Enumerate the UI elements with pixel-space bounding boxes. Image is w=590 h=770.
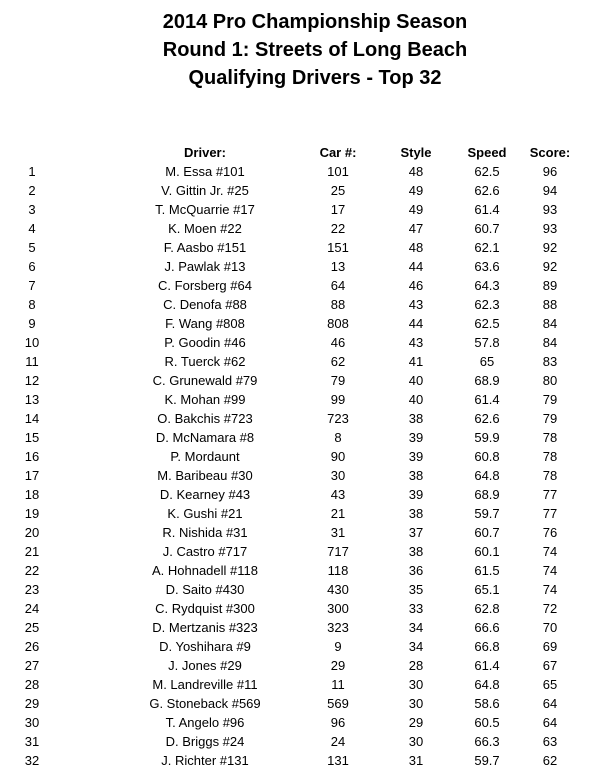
table-row [0, 181, 590, 200]
speed-score-cell: 61.4 [474, 202, 500, 217]
speed-score-cell: 66.8 [474, 639, 500, 654]
driver-name-cell: V. Gittin Jr. #25 [161, 183, 249, 198]
title-round: Round 1: Streets of Long Beach [162, 39, 468, 61]
driver-name-cell: A. Hohnadell #118 [151, 563, 258, 578]
style-score-cell: 36 [408, 563, 424, 578]
style-score-cell: 30 [408, 677, 424, 692]
total-score-cell: 80 [542, 373, 558, 388]
table-row [0, 561, 590, 580]
style-score-cell: 29 [408, 715, 424, 730]
speed-score-cell: 66.6 [474, 620, 500, 635]
position-cell: 13 [24, 392, 40, 407]
driver-name-cell: D. McNamara #8 [155, 430, 255, 445]
speed-score-cell: 66.3 [474, 734, 500, 749]
car-number-cell: 8 [334, 430, 342, 445]
score-column-header: Score: [529, 145, 571, 160]
car-number-cell: 46 [330, 335, 346, 350]
position-cell: 27 [24, 658, 40, 673]
style-score-cell: 48 [408, 240, 424, 255]
total-score-cell: 74 [542, 563, 558, 578]
table-row [0, 675, 590, 694]
position-cell: 23 [24, 582, 40, 597]
car-number-cell: 79 [330, 373, 346, 388]
total-score-cell: 89 [542, 278, 558, 293]
total-score-cell: 69 [542, 639, 558, 654]
car-number-cell: 88 [330, 297, 346, 312]
driver-name-cell: J. Castro #717 [162, 544, 248, 559]
driver-name-cell: K. Moen #22 [168, 221, 242, 236]
car-number-cell: 430 [327, 582, 349, 597]
style-score-cell: 30 [408, 696, 424, 711]
driver-name-cell: J. Jones #29 [168, 658, 242, 673]
style-score-cell: 46 [408, 278, 424, 293]
car-number-cell: 22 [330, 221, 346, 236]
speed-score-cell: 65 [479, 354, 495, 369]
car-number-cell: 62 [330, 354, 346, 369]
driver-name-cell: J. Richter #131 [161, 753, 249, 768]
car-number-cell: 13 [330, 259, 346, 274]
table-row [0, 523, 590, 542]
speed-score-cell: 62.8 [474, 601, 500, 616]
style-score-cell: 49 [408, 183, 424, 198]
speed-score-cell: 62.5 [474, 316, 500, 331]
total-score-cell: 93 [542, 202, 558, 217]
car-number-cell: 21 [330, 506, 346, 521]
car-number-cell: 323 [327, 620, 349, 635]
total-score-cell: 88 [542, 297, 558, 312]
car-number-cell: 9 [334, 639, 342, 654]
style-score-cell: 40 [408, 392, 424, 407]
driver-name-cell: J. Pawlak #13 [164, 259, 246, 274]
position-cell: 3 [28, 202, 36, 217]
table-row [0, 694, 590, 713]
speed-score-cell: 62.3 [474, 297, 500, 312]
style-score-cell: 44 [408, 259, 424, 274]
total-score-cell: 65 [542, 677, 558, 692]
car-number-column-header: Car #: [319, 145, 357, 160]
driver-name-cell: O. Bakchis #723 [157, 411, 253, 426]
driver-name-cell: D. Mertzanis #323 [152, 620, 258, 635]
driver-name-cell: F. Aasbo #151 [163, 240, 247, 255]
style-score-cell: 48 [408, 164, 424, 179]
total-score-cell: 79 [542, 411, 558, 426]
title-subtitle: Qualifying Drivers - Top 32 [188, 67, 442, 89]
total-score-cell: 72 [542, 601, 558, 616]
speed-score-cell: 60.7 [474, 525, 500, 540]
table-row [0, 371, 590, 390]
position-cell: 14 [24, 411, 40, 426]
driver-name-cell: F. Wang #808 [165, 316, 245, 331]
driver-name-cell: P. Mordaunt [170, 449, 240, 464]
table-row [0, 200, 590, 219]
position-cell: 25 [24, 620, 40, 635]
car-number-cell: 723 [327, 411, 349, 426]
speed-score-cell: 61.4 [474, 658, 500, 673]
style-score-cell: 28 [408, 658, 424, 673]
speed-score-cell: 62.6 [474, 411, 500, 426]
total-score-cell: 84 [542, 316, 558, 331]
car-number-cell: 96 [330, 715, 346, 730]
position-cell: 20 [24, 525, 40, 540]
speed-score-cell: 64.3 [474, 278, 500, 293]
position-cell: 17 [24, 468, 40, 483]
position-cell: 32 [24, 753, 40, 768]
driver-name-cell: P. Goodin #46 [164, 335, 246, 350]
style-score-cell: 34 [408, 639, 424, 654]
total-score-cell: 93 [542, 221, 558, 236]
driver-name-cell: D. Saito #430 [165, 582, 245, 597]
driver-name-cell: D. Yoshihara #9 [159, 639, 251, 654]
driver-column-header: Driver: [184, 145, 226, 160]
position-cell: 10 [24, 335, 40, 350]
total-score-cell: 78 [542, 468, 558, 483]
style-score-cell: 35 [408, 582, 424, 597]
position-cell: 31 [24, 734, 40, 749]
speed-score-cell: 60.8 [474, 449, 500, 464]
driver-name-cell: M. Essa #101 [165, 164, 245, 179]
table-row [0, 238, 590, 257]
title-season: 2014 Pro Championship Season [162, 11, 468, 33]
car-number-cell: 30 [330, 468, 346, 483]
position-cell: 28 [24, 677, 40, 692]
table-row [0, 409, 590, 428]
driver-name-cell: C. Grunewald #79 [152, 373, 258, 388]
style-score-cell: 40 [408, 373, 424, 388]
speed-score-cell: 64.8 [474, 468, 500, 483]
total-score-cell: 63 [542, 734, 558, 749]
style-score-cell: 47 [408, 221, 424, 236]
speed-score-cell: 58.6 [474, 696, 500, 711]
style-score-cell: 31 [408, 753, 424, 768]
total-score-cell: 92 [542, 259, 558, 274]
position-cell: 4 [28, 221, 36, 236]
table-row [0, 466, 590, 485]
car-number-cell: 64 [330, 278, 346, 293]
driver-name-cell: D. Kearney #43 [159, 487, 251, 502]
position-cell: 11 [25, 354, 39, 369]
table-row [0, 428, 590, 447]
speed-score-cell: 62.1 [474, 240, 500, 255]
table-row [0, 618, 590, 637]
car-number-cell: 101 [327, 164, 349, 179]
car-number-cell: 118 [327, 563, 349, 578]
position-cell: 16 [24, 449, 40, 464]
position-cell: 1 [28, 164, 36, 179]
total-score-cell: 70 [542, 620, 558, 635]
car-number-cell: 90 [330, 449, 346, 464]
speed-score-cell: 62.5 [474, 164, 500, 179]
style-score-cell: 43 [408, 335, 424, 350]
driver-name-cell: D. Briggs #24 [165, 734, 245, 749]
speed-score-cell: 59.7 [474, 506, 500, 521]
position-cell: 29 [24, 696, 40, 711]
table-row [0, 390, 590, 409]
position-cell: 18 [24, 487, 40, 502]
table-body [0, 162, 590, 770]
style-score-cell: 34 [408, 620, 424, 635]
driver-name-cell: G. Stoneback #569 [149, 696, 261, 711]
style-score-cell: 30 [408, 734, 424, 749]
total-score-cell: 64 [542, 715, 558, 730]
speed-score-cell: 63.6 [474, 259, 500, 274]
style-score-cell: 37 [408, 525, 424, 540]
driver-name-cell: K. Mohan #99 [164, 392, 246, 407]
table-row [0, 219, 590, 238]
speed-score-cell: 61.5 [474, 563, 500, 578]
car-number-cell: 25 [330, 183, 346, 198]
position-cell: 9 [28, 316, 36, 331]
position-cell: 24 [24, 601, 40, 616]
style-score-cell: 44 [408, 316, 424, 331]
style-score-cell: 38 [408, 506, 424, 521]
driver-name-cell: T. Angelo #96 [165, 715, 245, 730]
style-column-header: Style [400, 145, 432, 160]
speed-score-cell: 59.7 [474, 753, 500, 768]
table-row [0, 656, 590, 675]
document-title [0, 8, 590, 92]
style-score-cell: 49 [408, 202, 424, 217]
qualifying-results-table [0, 143, 590, 770]
table-row [0, 713, 590, 732]
speed-score-cell: 68.9 [474, 487, 500, 502]
total-score-cell: 64 [542, 696, 558, 711]
table-row [0, 447, 590, 466]
total-score-cell: 92 [542, 240, 558, 255]
car-number-cell: 300 [327, 601, 349, 616]
position-cell: 12 [24, 373, 40, 388]
style-score-cell: 38 [408, 468, 424, 483]
speed-score-cell: 68.9 [474, 373, 500, 388]
car-number-cell: 17 [330, 202, 346, 217]
table-row [0, 352, 590, 371]
driver-name-cell: C. Forsberg #64 [158, 278, 252, 293]
speed-score-cell: 57.8 [474, 335, 500, 350]
total-score-cell: 84 [542, 335, 558, 350]
style-score-cell: 39 [408, 430, 424, 445]
car-number-cell: 24 [330, 734, 346, 749]
driver-name-cell: M. Landreville #11 [152, 677, 258, 692]
car-number-cell: 11 [331, 677, 345, 692]
car-number-cell: 151 [327, 240, 349, 255]
driver-name-cell: R. Nishida #31 [162, 525, 248, 540]
speed-score-cell: 64.8 [474, 677, 500, 692]
position-cell: 8 [28, 297, 36, 312]
position-cell: 5 [28, 240, 36, 255]
table-row [0, 504, 590, 523]
position-cell: 21 [24, 544, 40, 559]
table-row [0, 732, 590, 751]
total-score-cell: 77 [542, 487, 558, 502]
speed-column-header: Speed [467, 145, 507, 160]
table-row [0, 751, 590, 770]
position-cell: 2 [28, 183, 36, 198]
car-number-cell: 99 [330, 392, 346, 407]
table-row [0, 257, 590, 276]
position-cell: 7 [28, 278, 36, 293]
position-cell: 15 [24, 430, 40, 445]
speed-score-cell: 62.6 [474, 183, 500, 198]
style-score-cell: 33 [408, 601, 424, 616]
driver-name-cell: C. Rydquist #300 [155, 601, 255, 616]
table-row [0, 295, 590, 314]
total-score-cell: 76 [542, 525, 558, 540]
table-row [0, 314, 590, 333]
total-score-cell: 74 [542, 544, 558, 559]
table-row [0, 276, 590, 295]
car-number-cell: 43 [330, 487, 346, 502]
table-row [0, 542, 590, 561]
style-score-cell: 38 [408, 544, 424, 559]
total-score-cell: 67 [542, 658, 558, 673]
car-number-cell: 29 [330, 658, 346, 673]
driver-name-cell: K. Gushi #21 [167, 506, 243, 521]
total-score-cell: 62 [542, 753, 558, 768]
table-row [0, 333, 590, 352]
table-header-row [0, 143, 590, 162]
position-cell: 22 [24, 563, 40, 578]
speed-score-cell: 61.4 [474, 392, 500, 407]
car-number-cell: 131 [327, 753, 349, 768]
car-number-cell: 569 [327, 696, 349, 711]
total-score-cell: 74 [542, 582, 558, 597]
total-score-cell: 96 [542, 164, 558, 179]
table-row [0, 485, 590, 504]
total-score-cell: 79 [542, 392, 558, 407]
speed-score-cell: 60.1 [474, 544, 500, 559]
position-cell: 6 [28, 259, 36, 274]
table-row [0, 162, 590, 181]
total-score-cell: 78 [542, 449, 558, 464]
style-score-cell: 38 [408, 411, 424, 426]
speed-score-cell: 60.5 [474, 715, 500, 730]
speed-score-cell: 59.9 [474, 430, 500, 445]
speed-score-cell: 60.7 [474, 221, 500, 236]
table-row [0, 599, 590, 618]
driver-name-cell: C. Denofa #88 [163, 297, 247, 312]
style-score-cell: 43 [408, 297, 424, 312]
car-number-cell: 31 [330, 525, 346, 540]
total-score-cell: 83 [542, 354, 558, 369]
position-cell: 26 [24, 639, 40, 654]
total-score-cell: 78 [542, 430, 558, 445]
driver-name-cell: M. Baribeau #30 [157, 468, 253, 483]
table-row [0, 637, 590, 656]
driver-name-cell: R. Tuerck #62 [164, 354, 246, 369]
position-cell: 19 [24, 506, 40, 521]
position-cell: 30 [24, 715, 40, 730]
style-score-cell: 41 [408, 354, 424, 369]
speed-score-cell: 65.1 [474, 582, 500, 597]
driver-name-cell: T. McQuarrie #17 [155, 202, 255, 217]
total-score-cell: 94 [542, 183, 558, 198]
car-number-cell: 717 [327, 544, 349, 559]
total-score-cell: 77 [542, 506, 558, 521]
style-score-cell: 39 [408, 449, 424, 464]
table-row [0, 580, 590, 599]
car-number-cell: 808 [327, 316, 349, 331]
style-score-cell: 39 [408, 487, 424, 502]
